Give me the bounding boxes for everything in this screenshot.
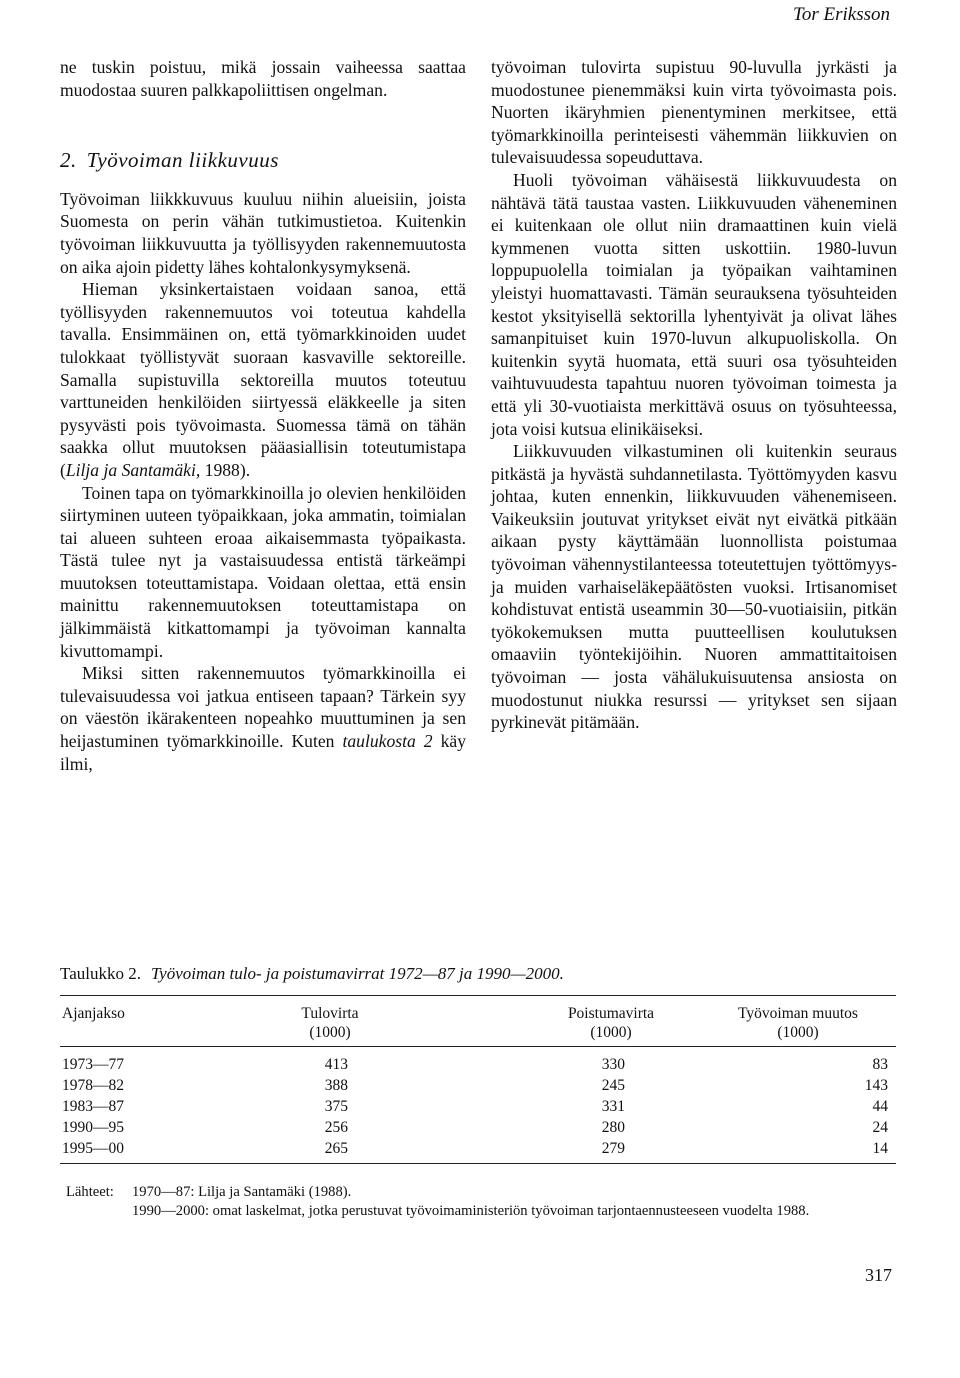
left-column bbox=[60, 56, 466, 775]
table-top-rule bbox=[60, 995, 896, 996]
table-reference: taulukosta 2 bbox=[342, 731, 433, 752]
table-caption bbox=[60, 964, 900, 984]
header-outflow: Poistumavirta (1000) bbox=[567, 1005, 655, 1041]
paragraph: Liikkuvuuden vilkastuminen oli kuitenkin seuraus pitkästä ja hyvästä suhdannetilasta. Työttömyyden kasvu johtaa, kuten ennenkin, liikkuvuuden vähenemiseen. Vaikeuksiin joutuvat yritykset eivät nyt eivätkä pitkään aikaan pysty käyttämään luonnollista poistumaa työvoiman vähennystilanteessa toteutettujen työttömyys- ja muiden varhaiseläkepäätösten vuoksi. Irtisanomiset kohdistuvat entistä useammin 30—50-vuotiaisiin, pitkän työkokemuksen mutta puutteellisen koulutuksen omaaviin työntekijöihin. Nuoren ammattitaitoisen työvoiman — josta vähälukuisuutensa ansiosta on muodostunut niukka resurssi — yritykset sen sijaan pyrkinevät pitämään. bbox=[491, 441, 897, 733]
cell-inflow: 375 bbox=[324, 1098, 348, 1115]
source-line: 1990—2000: omat laskelmat, jotka perustuvat työvoimaministeriön työvoiman tarjontaennusteeseen vuodelta 1988. bbox=[132, 1203, 810, 1219]
sources-label: Lähteet: bbox=[66, 1184, 114, 1200]
data-table bbox=[60, 1004, 896, 1157]
citation: Lilja ja Santamäki, bbox=[65, 459, 201, 480]
table-header bbox=[60, 1004, 896, 1044]
table-row bbox=[60, 1098, 896, 1119]
table-sources bbox=[66, 1183, 896, 1221]
table-body bbox=[60, 1056, 896, 1161]
cell-period: 1973—77 bbox=[62, 1056, 124, 1073]
table-row bbox=[60, 1056, 896, 1077]
cell-outflow: 279 bbox=[601, 1140, 625, 1157]
right-column bbox=[491, 56, 897, 734]
cell-inflow: 388 bbox=[324, 1077, 348, 1094]
cell-outflow: 280 bbox=[601, 1119, 625, 1136]
cell-change: 143 bbox=[864, 1077, 888, 1094]
section-heading bbox=[60, 149, 466, 172]
header-period: Ajanjakso bbox=[62, 1005, 125, 1022]
cell-change: 44 bbox=[872, 1098, 888, 1115]
header-change: Työvoiman muutos (1000) bbox=[738, 1005, 858, 1041]
paragraph: ne tuskin poistuu, mikä jossain vaiheessa saattaa muodostaa suuren palkkapoliittisen ongelman. bbox=[60, 57, 466, 100]
paragraph: Miksi sitten rakennemuutos työmarkkinoilla ei tulevaisuudessa voi jatkua entiseen tapaan? Tärkein syy on väestön ikärakenteen nopeahko muuttuminen ja sen heijastuminen työmarkkinoille. Kuten taulukosta 2 käy ilmi, bbox=[60, 663, 466, 774]
running-header-author: Tor Eriksson bbox=[793, 4, 890, 25]
cell-outflow: 330 bbox=[601, 1056, 625, 1073]
table-row bbox=[60, 1140, 896, 1161]
table-row bbox=[60, 1077, 896, 1098]
paragraph: työvoiman tulovirta supistuu 90-luvulla jyrkästi ja muodostunee pienemmäksi kuin virta työvoimasta pois. Nuorten ikäryhmien pienentyminen merkitsee, että työmarkkinoilla perinteisesti vähemmän liikkuvien on tulevaisuudessa sopeuduttava. bbox=[491, 57, 897, 168]
cell-change: 24 bbox=[872, 1119, 888, 1136]
table-bottom-rule bbox=[60, 1163, 896, 1164]
paragraph: Toinen tapa on työmarkkinoilla jo olevien henkilöiden siirtyminen uuteen työpaikkaan, joka ammatin, toimialan tai alueen suhteen eroaa aikaisemmasta työpaikasta. Tästä tulee nyt ja vastaisuudessa entistä tärkeämpi muutoksen toteuttamistapa. Voidaan olettaa, että ensin mainittu rakennemuutoksen toteuttamistapa on jälkimmäistä kitkattomampi ja työvoiman kannalta kivuttomampi. bbox=[60, 482, 466, 661]
cell-change: 83 bbox=[872, 1056, 888, 1073]
cell-period: 1983—87 bbox=[62, 1098, 124, 1115]
cell-inflow: 413 bbox=[324, 1056, 348, 1073]
header-inflow: Tulovirta (1000) bbox=[301, 1005, 359, 1041]
cell-change: 14 bbox=[872, 1140, 888, 1157]
table-label: Taulukko 2. bbox=[60, 964, 141, 983]
section-title: Työvoiman liikkuvuus bbox=[86, 148, 279, 173]
table-title: Työvoiman tulo- ja poistumavirrat 1972—87 ja 1990—2000. bbox=[150, 964, 564, 983]
paragraph: Työvoiman liikkkuvuus kuuluu niihin alueisiin, joista Suomesta on perin vähän tutkimustietoa. Kuitenkin työvoiman liikkuvuutta ja työllisyyden rakennemuutosta on aika ajoin pidetty lähes kohtalonkysymyksenä. bbox=[60, 188, 466, 277]
cell-period: 1990—95 bbox=[62, 1119, 124, 1136]
cell-outflow: 331 bbox=[601, 1098, 625, 1115]
cell-inflow: 265 bbox=[324, 1140, 348, 1157]
paragraph: Huoli työvoiman vähäisestä liikkuvuudesta on nähtävä tätä taustaa vasten. Liikkuvuuden väheneminen ei kuitenkaan ole ollut niin dramaattinen kuin vielä kymmenen vuotta sitten uskottiin. 1980-luvun loppupuolella toimialan ja työpaikan vaihtaminen yleistyi huomattavasti. Tämän seurauksena työsuhteiden kestot yksityisellä sektorilla lyhentyivät ja olivat lähes samanpituiset kuin 1970-luvun alkupuoliskolla. On kuitenkin syytä huomata, että suuri osa työsuhteiden vaihtuvuudesta tapahtuu nuoren työvoiman toimesta ja että yli 30-vuotiaista merkittävä osuus on työsuhteessa, jota voisi kutsua elinikäiseksi. bbox=[491, 169, 897, 439]
table-row bbox=[60, 1119, 896, 1140]
source-line: 1970—87: Lilja ja Santamäki (1988). bbox=[132, 1184, 352, 1200]
cell-inflow: 256 bbox=[324, 1119, 348, 1136]
cell-period: 1995—00 bbox=[62, 1140, 124, 1157]
page-number: 317 bbox=[865, 1265, 892, 1285]
paragraph: Hieman yksinkertaistaen voidaan sanoa, että työllisyyden rakennemuutos voi toteutua kahdella tavalla. Ensimmäinen on, että työmarkkinoiden uudet tulokkaat työllistyvät suoraan kasvaville sektoreille. Samalla supistuvilla sektoreilla muutos toteutuu varttuneiden henkilöiden siirtyessä eläkkeelle ja siten pysyvästi pois työvoimasta. Suomessa tämä on tähän saakka ollut muutoksen pääasiallisin toteutumistapa (Lilja ja Santamäki, 1988). bbox=[60, 279, 466, 480]
cell-outflow: 245 bbox=[601, 1077, 625, 1094]
table-header-rule bbox=[60, 1046, 896, 1047]
section-number: 2. bbox=[60, 148, 77, 173]
cell-period: 1978—82 bbox=[62, 1077, 124, 1094]
